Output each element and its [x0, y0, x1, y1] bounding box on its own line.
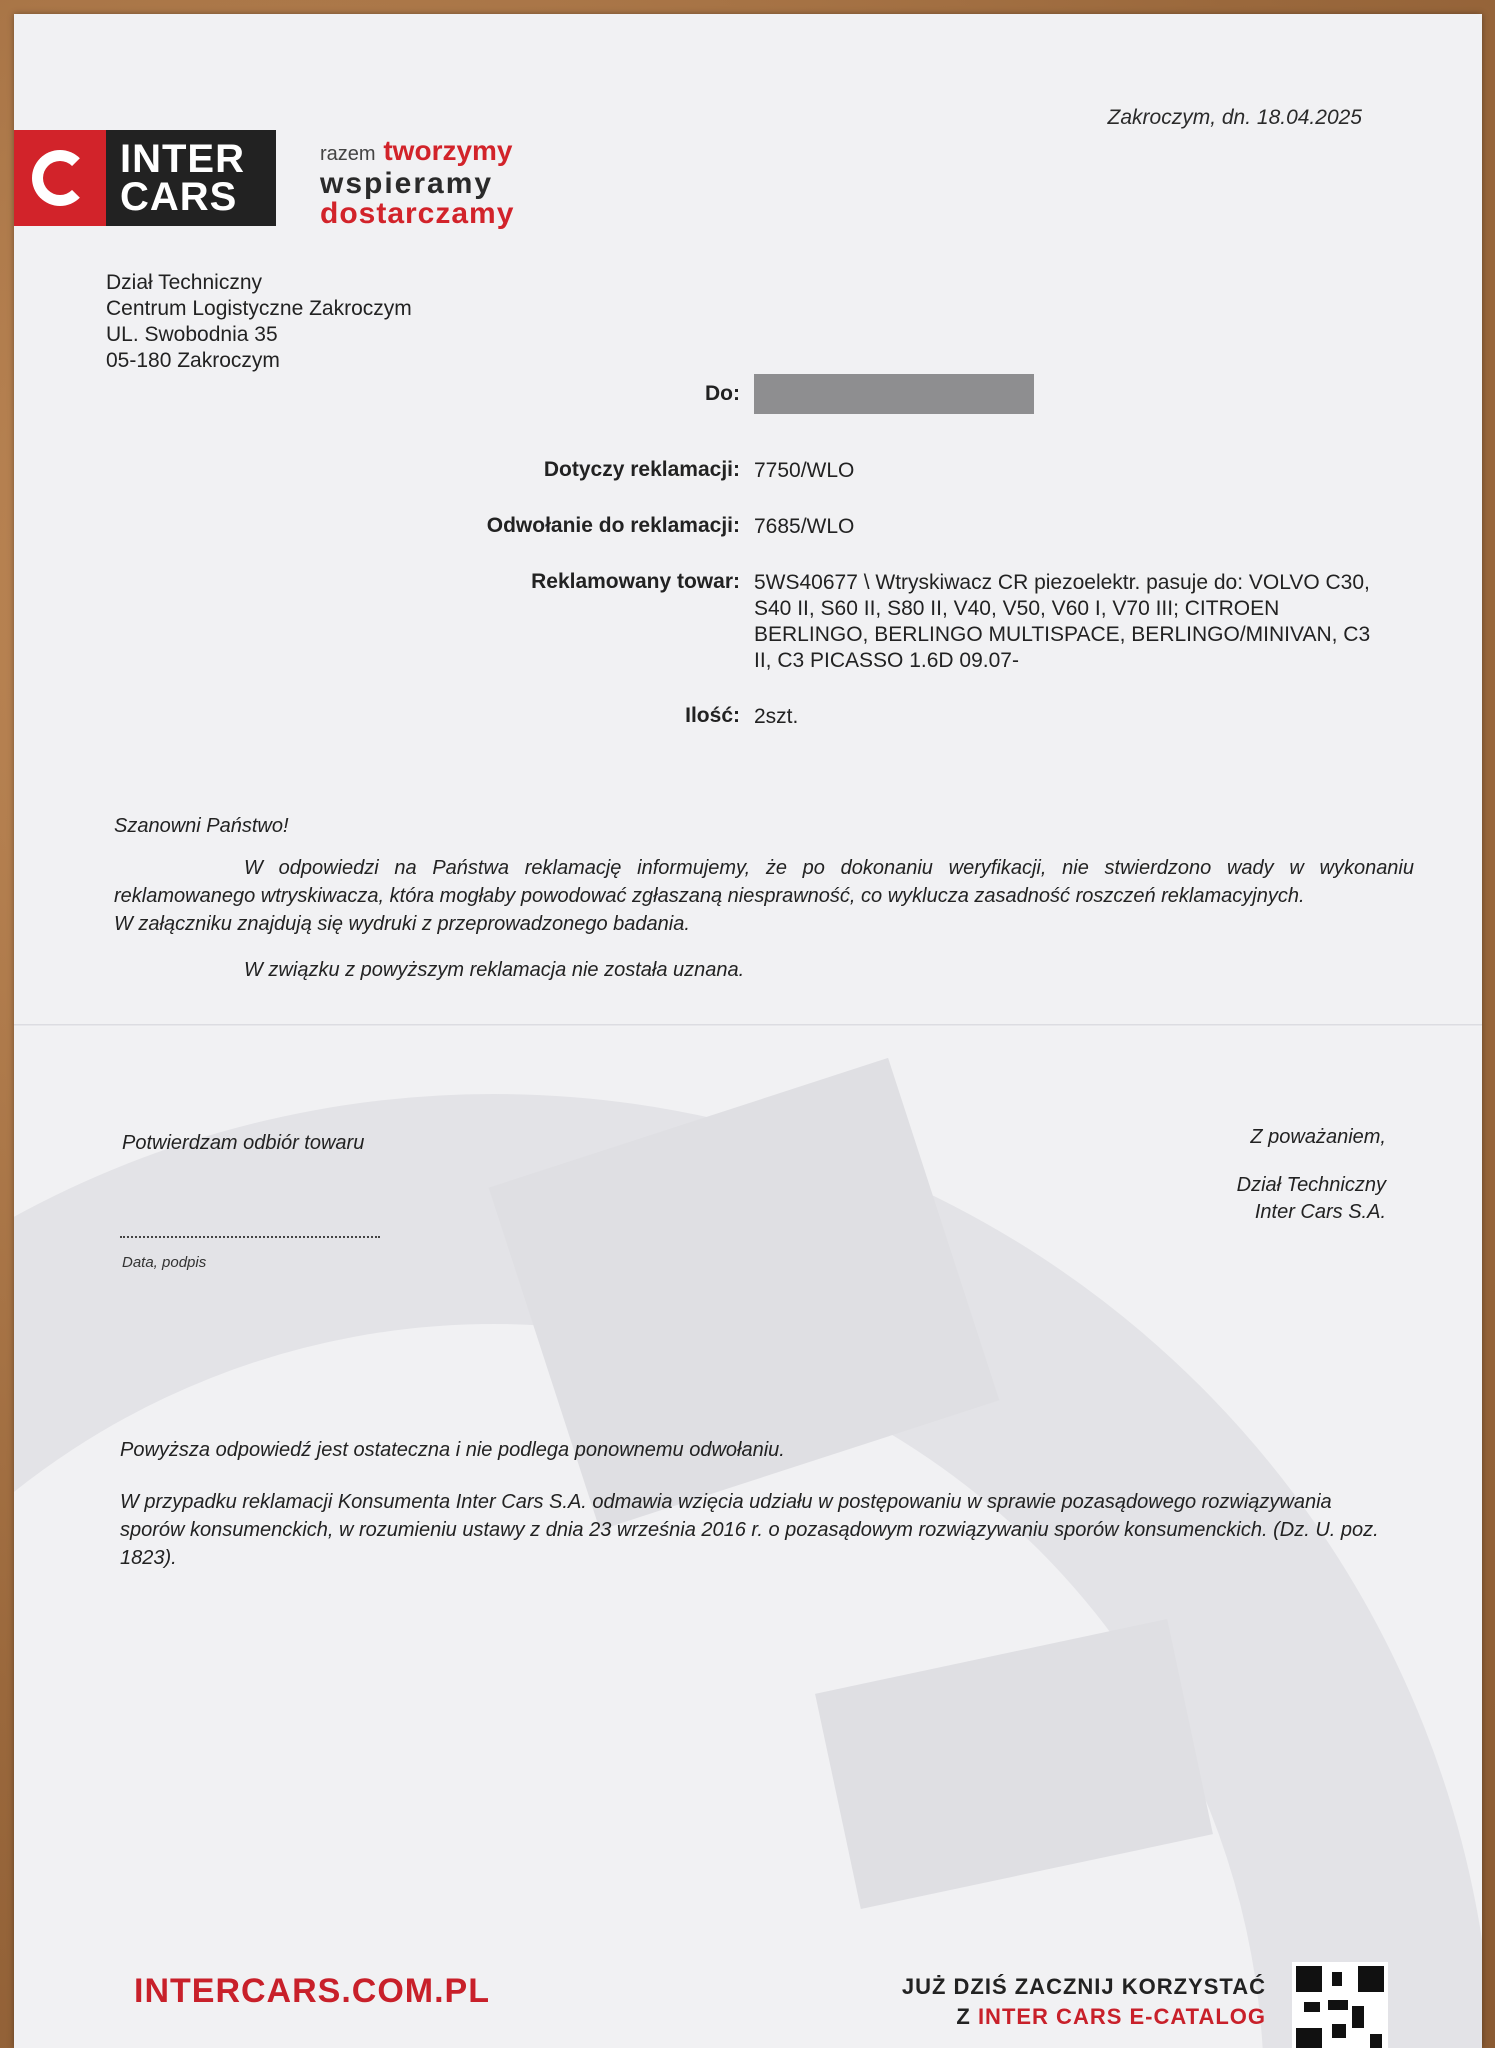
quantity-label: Ilość:	[685, 704, 740, 727]
body-paragraph: W związku z powyższym reklamacja nie została uznana.	[244, 959, 745, 981]
paper-fold	[14, 1024, 1482, 1027]
date-sign-label: Data, podpis	[122, 1254, 207, 1271]
item-label: Reklamowany towar:	[531, 570, 740, 593]
receipt-confirmation: Potwierdzam odbiór towaru	[122, 1132, 365, 1154]
footer-website: INTERCARS.COM.PL	[134, 1972, 490, 2010]
item-description: 5WS40677 \ Wtryskiwacz CR piezoelektr. pasuje do: VOLVO C30, S40 II, S60 II, S80 II, V40, V50, V60 I, V70 III; CITROEN BERLINGO, BERLINGO MULTISPACE, BERLINGO/MINIVAN, C3 II, C3 PICASSO 1.6D 09.07-	[754, 571, 1371, 672]
logo-mark-icon	[14, 130, 106, 226]
appeal-label: Odwołanie do reklamacji:	[486, 514, 740, 537]
qr-code-icon	[1292, 1962, 1388, 2048]
letter-date: Zakroczym, dn. 18.04.2025	[1107, 106, 1362, 129]
signature-line	[120, 1236, 380, 1238]
body-paragraph: W załączniku znajdują się wydruki z przeprowadzonego badania.	[114, 913, 690, 935]
logo-text: INTER CARS	[120, 137, 245, 219]
final-notice	[120, 1436, 1400, 1596]
complaint-label: Dotyczy reklamacji:	[543, 458, 740, 481]
intercars-logo	[14, 130, 276, 226]
salutation: Szanowni Państwo!	[114, 815, 289, 837]
appeal-number: 7685/WLO	[754, 515, 855, 538]
sender-address: Dział Techniczny Centrum Logistyczne Zakroczym UL. Swobodnia 35 05-180 Zakroczym	[106, 271, 412, 372]
letter-paper	[14, 14, 1482, 2048]
final-paragraph: Powyższa odpowiedź jest ostateczna i nie podlega ponownemu odwołaniu.	[120, 1439, 785, 1461]
quantity-value: 2szt.	[754, 705, 799, 728]
slogan: razem tworzymy wspieramy dostarczamy	[320, 135, 515, 230]
to-label: Do:	[705, 382, 740, 405]
regards-block: Z poważaniem, Dział Techniczny Inter Cars S.A.	[1236, 1126, 1386, 1223]
redacted-recipient	[754, 374, 1034, 414]
footer-cta: JUŻ DZIŚ ZACZNIJ KORZYSTAĆ Z INTER CARS E-CATALOG	[901, 1974, 1266, 2029]
complaint-number: 7750/WLO	[754, 459, 855, 482]
complaint-fields	[314, 382, 1384, 760]
final-paragraph: W przypadku reklamacji Konsumenta Inter Cars S.A. odmawia wzięcia udziału w postępowaniu w sprawie pozasądowego rozwiązywania sporów konsumenckich, w rozumieniu ustawy z dnia 23 września 2016 r. o pozasądowym rozwiązywaniu sporów konsumenckich. (Dz. U. poz. 1823).	[120, 1491, 1379, 1569]
letter-body	[114, 812, 1414, 984]
body-paragraph: W odpowiedzi na Państwa reklamację informujemy, że po dokonaniu weryfikacji, nie stwierdzono wady w wykonaniu reklamowanego wtryskiwacza, która mogłaby powodować zgłaszaną niesprawność, co wyklucza zasadność roszczeń reklamacyjnych.	[114, 857, 1414, 907]
